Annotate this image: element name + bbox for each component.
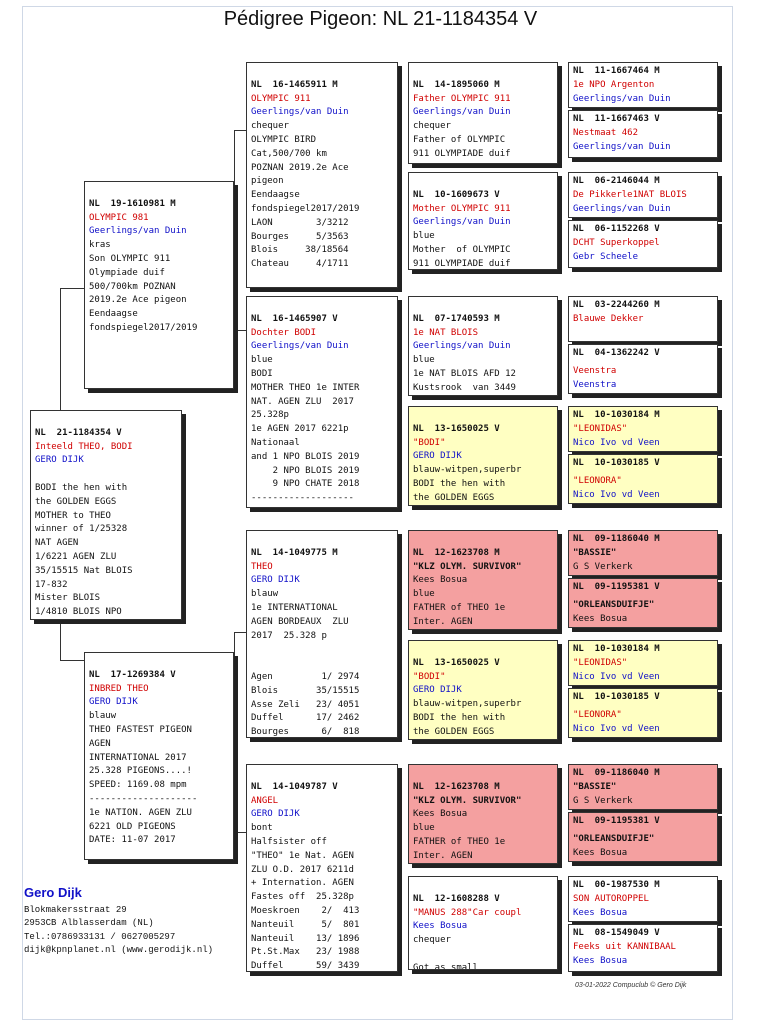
info-line: Halfsister off bbox=[251, 836, 327, 847]
info-line: 17-832 bbox=[35, 579, 68, 590]
info-line: FATHER of THEO 1e bbox=[413, 836, 506, 847]
pedigree-box-ffm bbox=[408, 172, 558, 270]
info-line: INTERNATIONAL 2017 bbox=[89, 752, 187, 763]
pedigree-box-gen4 bbox=[568, 578, 718, 628]
info-line: Asse Zeli 23/ 4051 bbox=[251, 699, 360, 710]
ring-number: NL 16-1465907 V bbox=[251, 313, 338, 324]
info-line: DATE: 11-07 2017 bbox=[89, 835, 176, 846]
pigeon-name: DCHT Superkoppel bbox=[573, 237, 660, 248]
ring-number: NL 03-2244260 M bbox=[573, 300, 660, 310]
pigeon-owner: G S Verkerk bbox=[573, 561, 633, 572]
info-line: 1/6221 AGEN ZLU bbox=[35, 551, 117, 562]
pigeon-name: De Pikkerle1NAT BLOIS bbox=[573, 189, 687, 200]
pigeon-info bbox=[413, 822, 553, 863]
info-line: 6221 OLD PIGEONS bbox=[89, 821, 176, 832]
ring-number: NL 06-2146044 M bbox=[573, 176, 660, 186]
pigeon-info bbox=[89, 710, 229, 848]
ring-number: NL 14-1049787 V bbox=[251, 781, 338, 792]
info-line: Blois 38/18564 bbox=[251, 245, 349, 256]
info-line: 2019.2e Ace pigeon bbox=[89, 295, 187, 306]
ring-number: NL 13-1650025 V bbox=[413, 657, 500, 668]
pigeon-owner: Geerlings/van Duin bbox=[413, 107, 511, 118]
info-line: blue bbox=[413, 231, 435, 242]
ring-number: NL 09-1195381 V bbox=[573, 582, 660, 592]
connector-line bbox=[60, 288, 61, 413]
pigeon-name: Nestmaat 462 bbox=[573, 127, 639, 138]
info-line: THEO FASTEST PIGEON bbox=[89, 724, 192, 735]
info-line: BODI the hen with bbox=[35, 482, 128, 493]
pedigree-box-ff bbox=[246, 62, 398, 288]
info-line: Bourges 6/ 818 bbox=[251, 727, 360, 738]
pigeon-info bbox=[413, 698, 553, 739]
pigeon-info bbox=[413, 230, 553, 270]
info-line: bont bbox=[251, 823, 273, 834]
info-line: 911 OLYMPIADE duif bbox=[413, 148, 511, 159]
pedigree-box-gen4 bbox=[568, 220, 718, 268]
info-line: Chateau 4/1711 bbox=[251, 259, 349, 270]
pigeon-name: Dochter BODI bbox=[251, 327, 317, 338]
pedigree-box-gen4 bbox=[568, 344, 718, 394]
pigeon-owner: Gebr Scheele bbox=[573, 251, 639, 262]
pigeon-owner: Kees Bosua bbox=[413, 921, 468, 932]
info-line: Moeskroen 2/ 413 bbox=[251, 905, 360, 916]
pigeon-name: 1e NPO Argenton bbox=[573, 79, 655, 90]
pigeon-name: THEO bbox=[251, 561, 273, 572]
info-line: AGEN bbox=[89, 738, 111, 749]
pigeon-owner: Geerlings/van Duin bbox=[89, 226, 187, 237]
info-line: blue bbox=[413, 823, 435, 834]
pedigree-box-fm bbox=[246, 296, 398, 508]
print-stamp: 03-01-2022 Compuclub © Gero Dijk bbox=[575, 982, 687, 989]
ring-number: NL 10-1030184 M bbox=[573, 410, 660, 420]
contact-line: Tel.:0786933131 / 0627005297 bbox=[24, 931, 176, 942]
info-line: POZNAN 2019.2e Ace bbox=[251, 162, 349, 173]
ring-number: NL 07-1740593 M bbox=[413, 313, 500, 324]
info-line: Duffel 59/ 3439 bbox=[251, 961, 360, 972]
info-line: -------------------- bbox=[89, 793, 198, 804]
pedigree-box-gen4 bbox=[568, 688, 718, 738]
pigeon-owner: Geerlings/van Duin bbox=[413, 217, 511, 228]
pigeon-owner: Kees Bosua bbox=[413, 809, 468, 820]
info-line: 2017 25.328 p bbox=[251, 630, 327, 641]
info-line: Father of OLYMPIC bbox=[413, 134, 506, 145]
pigeon-name: "BASSIE" bbox=[573, 547, 617, 558]
info-line: ZLU O.D. 2017 6211d bbox=[251, 864, 354, 875]
pigeon-name: "LEONORA" bbox=[573, 475, 622, 486]
pigeon-info bbox=[251, 588, 393, 738]
info-line: OLYMPIC BIRD bbox=[251, 134, 317, 145]
info-line: 500/700km POZNAN bbox=[89, 281, 176, 292]
ring-number: NL 14-1895060 M bbox=[413, 79, 500, 90]
pedigree-box-gen4 bbox=[568, 172, 718, 218]
pigeon-name: SON AUTOROPPEL bbox=[573, 893, 649, 904]
pigeon-owner: Nico Ivo vd Veen bbox=[573, 671, 660, 682]
info-line: ------------------- bbox=[251, 493, 354, 504]
pigeon-name: "BASSIE" bbox=[573, 781, 617, 792]
pigeon-info bbox=[89, 239, 229, 336]
ring-number: NL 12-1608288 V bbox=[413, 893, 500, 904]
pedigree-box-gen4 bbox=[568, 530, 718, 576]
info-line bbox=[251, 657, 393, 671]
ring-number: NL 19-1610981 M bbox=[89, 198, 176, 209]
page-title: Pédigree Pigeon: NL 21-1184354 V bbox=[223, 8, 538, 30]
pedigree-box-gen4 bbox=[568, 812, 718, 862]
pigeon-name: "ORLEANSDUIFJE" bbox=[573, 833, 655, 844]
pedigree-box-gen4 bbox=[568, 876, 718, 922]
pigeon-owner: GERO DIJK bbox=[251, 575, 300, 586]
pigeon-owner: Geerlings/van Duin bbox=[573, 141, 671, 152]
pigeon-info bbox=[251, 120, 393, 272]
info-line: Agen 1/ 2974 bbox=[251, 671, 360, 682]
info-line: Kustsrook van 3449 bbox=[413, 382, 516, 393]
info-line: "THEO" 1e Nat. AGEN bbox=[251, 850, 354, 861]
pigeon-name: Feeks uit KANNIBAAL bbox=[573, 941, 676, 952]
pigeon-info bbox=[413, 588, 553, 629]
pigeon-name: "KLZ OLYM. SURVIVOR" bbox=[413, 561, 522, 572]
info-line: 25.328 PIGEONS....! bbox=[89, 766, 192, 777]
pigeon-name: ANGEL bbox=[251, 795, 279, 806]
info-line: blue bbox=[413, 355, 435, 366]
info-line: Nanteuil 13/ 1896 bbox=[251, 933, 360, 944]
pigeon-owner: Kees Bosua bbox=[573, 955, 628, 966]
pigeon-owner: Nico Ivo vd Veen bbox=[573, 489, 660, 500]
pedigree-box-mmm bbox=[408, 876, 558, 970]
info-line: 1/4810 BLOIS NPO bbox=[35, 607, 122, 618]
info-line: 1e NAT BLOIS AFD 12 bbox=[413, 368, 516, 379]
ring-number: NL 17-1269384 V bbox=[89, 669, 176, 680]
info-line: BODI bbox=[251, 368, 273, 379]
pedigree-box-gen4 bbox=[568, 296, 718, 342]
info-line: Mister BLOIS bbox=[35, 593, 101, 604]
connector-line bbox=[60, 620, 61, 660]
info-line: Nationaal bbox=[251, 437, 300, 448]
pedigree-box-fmf bbox=[408, 296, 558, 396]
pigeon-name: "LEONIDAS" bbox=[573, 423, 628, 434]
pigeon-info bbox=[413, 120, 553, 161]
pedigree-box-fmm bbox=[408, 406, 558, 506]
ring-number: NL 11-1667464 M bbox=[573, 66, 660, 76]
pigeon-name: OLYMPIC 981 bbox=[89, 212, 149, 223]
pigeon-owner: Geerlings/van Duin bbox=[573, 93, 671, 104]
pigeon-owner: GERO DIJK bbox=[413, 685, 462, 696]
pigeon-name: "LEONORA" bbox=[573, 709, 622, 720]
info-line: BODI the hen with bbox=[413, 478, 506, 489]
info-line: 35/15515 Nat BLOIS bbox=[35, 565, 133, 576]
pedigree-box-mfm bbox=[408, 640, 558, 740]
info-line: 1e AGEN 2017 6221p bbox=[251, 424, 349, 435]
info-line: Cat,500/700 km bbox=[251, 148, 327, 159]
info-line: Eendaagse bbox=[251, 190, 300, 201]
info-line: + Internation. AGEN bbox=[251, 878, 354, 889]
info-line: blue bbox=[251, 355, 273, 366]
pigeon-name: 1e NAT BLOIS bbox=[413, 327, 479, 338]
pedigree-box-father bbox=[84, 181, 234, 389]
ring-number: NL 06-1152268 V bbox=[573, 224, 660, 234]
breeder-name: Gero Dijk bbox=[24, 885, 82, 900]
pigeon-owner: Kees Bosua bbox=[573, 907, 628, 918]
pigeon-owner: Kees Bosua bbox=[413, 575, 468, 586]
pedigree-box-mf bbox=[246, 530, 398, 738]
pigeon-name: "BODI" bbox=[413, 671, 446, 682]
info-line: winner of 1/25328 bbox=[35, 524, 128, 535]
pigeon-info bbox=[413, 934, 553, 970]
connector-line bbox=[234, 632, 235, 832]
info-line: Fastes off 25.328p bbox=[251, 892, 354, 903]
info-line: BODI the hen with bbox=[413, 712, 506, 723]
info-line: Bourges 5/3563 bbox=[251, 231, 349, 242]
pigeon-info bbox=[413, 464, 553, 505]
pedigree-box-gen4 bbox=[568, 764, 718, 810]
info-line: pigeon bbox=[251, 176, 284, 187]
pedigree-box-gen4 bbox=[568, 406, 718, 452]
pigeon-owner: GERO DIJK bbox=[251, 809, 300, 820]
info-line: 2 NPO BLOIS 2019 bbox=[251, 465, 360, 476]
info-line bbox=[413, 948, 553, 962]
info-line: Inter. AGEN bbox=[413, 850, 473, 861]
ring-number: NL 08-1549049 V bbox=[573, 928, 660, 938]
ring-number: NL 04-1362242 V bbox=[573, 348, 660, 358]
pedigree-box-fff bbox=[408, 62, 558, 164]
info-line: blauw bbox=[89, 711, 117, 722]
info-line bbox=[251, 643, 393, 657]
info-line: LAON 3/3212 bbox=[251, 217, 349, 228]
pedigree-box-mother bbox=[84, 652, 234, 860]
info-line: blauw bbox=[251, 589, 279, 600]
info-line: NAT AGEN bbox=[35, 538, 79, 549]
pedigree-box-gen4 bbox=[568, 924, 718, 972]
pigeon-owner: Geerlings/van Duin bbox=[413, 341, 511, 352]
pigeon-owner: Geerlings/van Duin bbox=[251, 107, 349, 118]
ring-number: NL 11-1667463 V bbox=[573, 114, 660, 124]
pigeon-owner: Geerlings/van Duin bbox=[573, 203, 671, 214]
info-line: Son OLYMPIC 911 bbox=[89, 253, 171, 264]
ring-number: NL 00-1987530 M bbox=[573, 880, 660, 890]
pedigree-box-gen4 bbox=[568, 640, 718, 686]
pigeon-name: "KLZ OLYM. SURVIVOR" bbox=[413, 795, 522, 806]
info-line: and 1 NPO BLOIS 2019 bbox=[251, 451, 360, 462]
info-line: NAT. AGEN ZLU 2017 bbox=[251, 396, 354, 407]
ring-number: NL 10-1030184 M bbox=[573, 644, 660, 654]
pigeon-owner: Kees Bosua bbox=[573, 847, 628, 858]
pigeon-name: Mother OLYMPIC 911 bbox=[413, 203, 511, 214]
breeder-contact bbox=[24, 886, 213, 958]
info-line: 911 OLYMPIADE duif bbox=[413, 258, 511, 269]
ring-number: NL 14-1049775 M bbox=[251, 547, 338, 558]
info-line: the GOLDEN EGGS bbox=[413, 492, 495, 503]
pedigree-box-gen4 bbox=[568, 62, 718, 108]
pedigree-box-mmf bbox=[408, 764, 558, 864]
info-line: the GOLDEN EGGS bbox=[413, 726, 495, 737]
pigeon-name: "ORLEANSDUIFJE" bbox=[573, 599, 655, 610]
info-line: Mother of OLYMPIC bbox=[413, 244, 511, 255]
ring-number: NL 16-1465911 M bbox=[251, 79, 338, 90]
pigeon-name: "BODI" bbox=[413, 437, 446, 448]
info-line: Blois 35/15515 bbox=[251, 685, 360, 696]
pigeon-info bbox=[413, 354, 553, 395]
info-line: blue bbox=[413, 589, 435, 600]
contact-line: Blokmakersstraat 29 bbox=[24, 904, 127, 915]
info-line: 1e NATION. AGEN ZLU bbox=[89, 807, 192, 818]
info-line: Duffel 17/ 2462 bbox=[251, 713, 360, 724]
info-line: Eendaagse bbox=[89, 309, 138, 320]
info-line: Inter. AGEN bbox=[413, 616, 473, 627]
pigeon-name: OLYMPIC 911 bbox=[251, 93, 311, 104]
info-line bbox=[35, 468, 177, 482]
pigeon-owner: G S Verkerk bbox=[573, 795, 633, 806]
contact-line: dijk@kpnplanet.nl (www.gerodijk.nl) bbox=[24, 945, 214, 956]
pigeon-owner: Nico Ivo vd Veen bbox=[573, 437, 660, 448]
pigeon-name: Father OLYMPIC 911 bbox=[413, 93, 511, 104]
ring-number: NL 10-1609673 V bbox=[413, 189, 500, 200]
pedigree-box-subject bbox=[30, 410, 182, 620]
connector-line bbox=[234, 130, 235, 330]
pigeon-name: Inteeld THEO, BODI bbox=[35, 441, 133, 452]
info-line: 1e INTERNATIONAL bbox=[251, 602, 338, 613]
pedigree-box-mm bbox=[246, 764, 398, 972]
info-line: chequer bbox=[251, 121, 289, 132]
info-line: Got as small bbox=[413, 962, 479, 970]
info-line: AGEN BORDEAUX ZLU bbox=[251, 616, 349, 627]
info-line: blauw-witpen,superbr bbox=[413, 699, 522, 710]
pedigree-box-mff bbox=[408, 530, 558, 630]
pigeon-owner: Nico Ivo vd Veen bbox=[573, 723, 660, 734]
pigeon-owner: GERO DIJK bbox=[35, 455, 84, 466]
info-line: kras bbox=[89, 240, 111, 251]
ring-number: NL 09-1195381 V bbox=[573, 816, 660, 826]
info-line: Nanteuil 5/ 801 bbox=[251, 919, 360, 930]
pedigree-box-gen4 bbox=[568, 110, 718, 158]
pigeon-info bbox=[251, 354, 393, 506]
info-line: Pt.St.Max 23/ 1988 bbox=[251, 947, 360, 958]
pigeon-name: Veenstra bbox=[573, 365, 617, 376]
info-line: SPEED: 1169.08 mpm bbox=[89, 780, 187, 791]
pigeon-name: INBRED THEO bbox=[89, 683, 149, 694]
ring-number: NL 10-1030185 V bbox=[573, 458, 660, 468]
ring-number: NL 12-1623708 M bbox=[413, 547, 500, 558]
info-line: chequer bbox=[413, 935, 451, 946]
pigeon-owner: GERO DIJK bbox=[413, 451, 462, 462]
pigeon-owner: Geerlings/van Duin bbox=[251, 341, 349, 352]
pigeon-name: "MANUS 288"Car coupl bbox=[413, 907, 522, 918]
pigeon-owner: Veenstra bbox=[573, 379, 617, 390]
info-line: fondspiegel2017/2019 bbox=[251, 203, 360, 214]
info-line: MOTHER THEO 1e INTER bbox=[251, 382, 360, 393]
pigeon-name: "LEONIDAS" bbox=[573, 657, 628, 668]
ring-number: NL 09-1186040 M bbox=[573, 768, 660, 778]
contact-line: 2953CB Alblasserdam (NL) bbox=[24, 918, 154, 929]
info-line: the GOLDEN EGGS bbox=[35, 496, 117, 507]
pigeon-info bbox=[251, 822, 393, 972]
ring-number: NL 21-1184354 V bbox=[35, 427, 122, 438]
info-line: Olympiade duif bbox=[89, 267, 165, 278]
ring-number: NL 09-1186040 M bbox=[573, 534, 660, 544]
info-line: 9 NPO CHATE 2018 bbox=[251, 479, 360, 490]
info-line: fondspiegel2017/2019 bbox=[89, 322, 198, 333]
pigeon-owner: GERO DIJK bbox=[89, 697, 138, 708]
pigeon-info bbox=[35, 468, 177, 620]
ring-number: NL 10-1030185 V bbox=[573, 692, 660, 702]
pedigree-box-gen4 bbox=[568, 454, 718, 504]
info-line: chequer bbox=[413, 121, 451, 132]
ring-number: NL 13-1650025 V bbox=[413, 423, 500, 434]
info-line: 25.328p bbox=[251, 410, 289, 421]
info-line: MOTHER to THEO bbox=[35, 510, 111, 521]
info-line: FATHER of THEO 1e bbox=[413, 602, 506, 613]
pigeon-name: Blauwe Dekker bbox=[573, 313, 644, 324]
pigeon-owner: Kees Bosua bbox=[573, 613, 628, 624]
info-line: blauw-witpen,superbr bbox=[413, 465, 522, 476]
ring-number: NL 12-1623708 M bbox=[413, 781, 500, 792]
